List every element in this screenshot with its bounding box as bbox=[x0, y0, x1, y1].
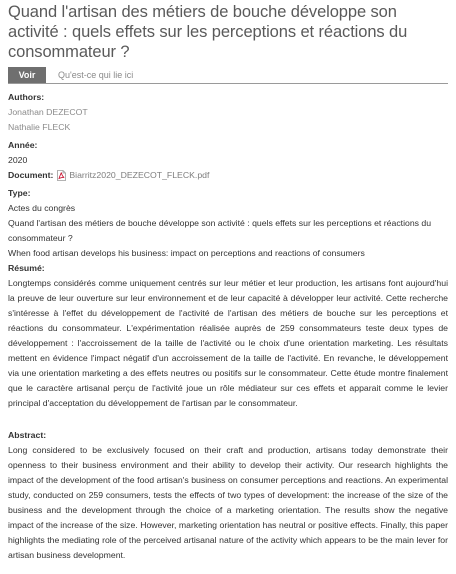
document-label: Document: bbox=[8, 170, 54, 180]
author-link[interactable]: Jonathan DEZECOT bbox=[8, 107, 88, 117]
author-link[interactable]: Nathalie FLECK bbox=[8, 122, 71, 132]
section-spacer bbox=[8, 411, 448, 425]
authors-field bbox=[8, 90, 448, 135]
type-value: Actes du congrès bbox=[8, 203, 76, 213]
node-content bbox=[8, 90, 448, 563]
tab-bar bbox=[8, 66, 448, 84]
resume-label: Résumé: bbox=[8, 263, 45, 273]
resume-text: Longtemps considérés comme uniquement centrés sur leur métier et leur production, les artisans font aujourd'hui la preuve de leur ouverture sur leur environnement et de leur capacité à développer leur activité. Cette recherche s'intéresse à l'effet du développement de l'activité de l'artisan des métiers de bouche sur les perceptions et réactions du consommateur. L'expérimentation réalisée auprès de 259 consommateurs teste deux types de développement : l'accroissement de la taille de l'activité ou le choix d'une orientation marketing. Les résultats mettent en évidence l'impact négatif d'un accroissement de la taille de l'activité. En revanche, le développement via une orientation marketing a des effets neutres ou positifs sur le consommateur. Cette étude montre finalement que le caractère artisanal perçu de l'activité joue un rôle médiateur sur ces effets et apparait comme le levier principal d'acceptation du développement de l'artisan par le consommateur. bbox=[8, 278, 448, 408]
type-label: Type: bbox=[8, 188, 31, 198]
page-title: Quand l'artisan des métiers de bouche développe son activité : quels effets sur les perceptions et réactions du consommateur ? bbox=[8, 3, 408, 61]
abstract-label: Abstract: bbox=[8, 430, 47, 440]
title-en: When food artisan develops his business: impact on perceptions and reactions of consumers bbox=[8, 248, 365, 258]
tab-quest-ce-qui-lie-ici[interactable]: Qu'est-ce qui lie ici bbox=[58, 70, 134, 80]
tab-voir[interactable]: Voir bbox=[8, 67, 46, 83]
document-field bbox=[8, 168, 448, 183]
title-fr: Quand l'artisan des métiers de bouche développe son activité : quels effets sur les perceptions et réactions du consommateur ? bbox=[8, 218, 432, 243]
document-pdf-link[interactable]: Biarritz2020_DEZECOT_FLECK.pdf bbox=[69, 170, 210, 180]
authors-label: Authors: bbox=[8, 92, 45, 102]
abstract-text: Long considered to be exclusively focused on their craft and production, artisans today demonstrate their openness to their business environment and their ability to develop their activity. Our research highlights the impact of the development of the food artisan's business on consumer perceptions and reactions. An experimental study, conducted on 259 consumers, tests the effects of two types of development: the increase of the size of the business and the development through the choice of a marketing orientation. The results show the negative impact of the increase of the size. However, marketing orientation has neutral or positive effects. Finally, this paper highlights the mediating role of the perceived artisanal nature of the activity which appears to be the main lever for artisan business development. bbox=[8, 445, 448, 560]
year-value: 2020 bbox=[8, 155, 28, 165]
year-label: Année: bbox=[8, 140, 38, 150]
pdf-file-icon bbox=[57, 170, 66, 181]
